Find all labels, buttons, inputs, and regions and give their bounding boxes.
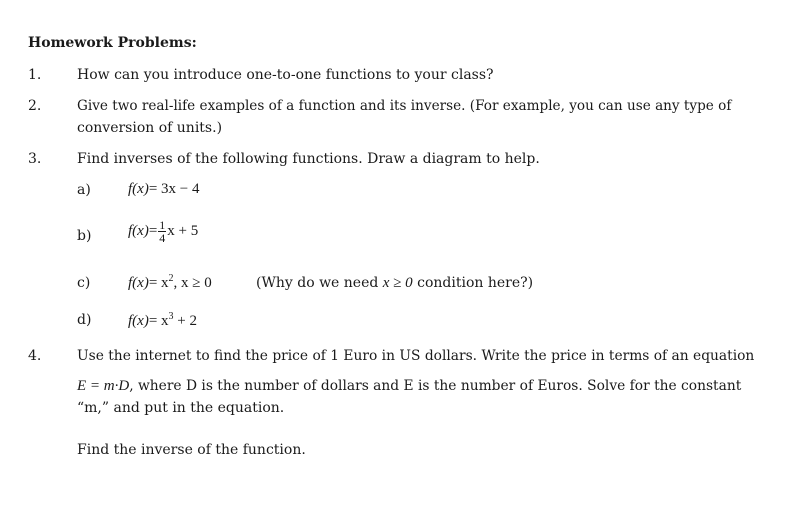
part-c-exponent: 2 [168,273,174,284]
problem-4-text-line3: “m,” and put in the equation. [77,400,285,416]
part-c-note-start: (Why do we need [256,275,379,291]
part-c-lhs: f(x) [128,275,149,291]
problem-2-number: 2. [28,98,42,114]
part-b-equals: = [148,222,158,239]
part-c-label: c) [77,275,91,291]
problem-3-text: Find inverses of the following functions. Draw a diagram to help. [77,151,540,167]
problem-1-number: 1. [28,67,42,83]
part-c-note [256,275,533,292]
part-b-frac-den: 4 [159,231,166,245]
part-a-rhs: = 3x − 4 [148,181,200,197]
problem-4-text-line4: Find the inverse of the function. [77,442,306,458]
part-d-tail: + 2 [177,313,198,329]
part-c-rhs: = x [148,275,169,291]
part-b-label: b) [77,228,92,244]
part-d-rhs: = x [148,313,169,329]
problem-2-text-line2: conversion of units.) [77,120,223,136]
part-b-rhs: x + 5 [167,222,199,239]
part-b-frac-num: 1 [159,218,166,232]
part-b-lhs: f(x) [128,222,149,239]
part-a-lhs: f(x) [128,181,149,197]
problem-4-text-line1: Use the internet to find the price of 1 Euro in US dollars. Write the price in terms of an equation [77,348,755,364]
part-a-label: a) [77,182,91,198]
problem-2-text-line1: Give two real-life examples of a function and its inverse. (For example, you can use any type of [77,98,732,114]
part-d-lhs: f(x) [128,313,149,329]
part-c-note-condition: x ≥ 0 [382,275,413,291]
problem-4-text-line2 [77,378,741,395]
problem-4-text-line2-rest: , where D is the number of dollars and E is the number of Euros. Solve for the constant [129,378,742,394]
part-c-note-end: condition here?) [417,275,534,291]
part-a-equation [128,181,200,198]
part-c-condition: , x ≥ 0 [173,275,212,291]
page-title: Homework Problems: [28,35,197,51]
problem-1-text: How can you introduce one-to-one functions to your class? [77,67,494,83]
part-d-exponent: 3 [168,311,174,322]
part-b-equation [128,219,198,244]
part-d-equation [128,311,197,330]
part-c-equation [128,273,212,292]
problem-3-number: 3. [28,151,42,167]
problem-4-equation: E = m·D [77,378,130,394]
part-d-label: d) [77,312,92,328]
problem-4-number: 4. [28,348,42,364]
part-b-fraction [158,219,166,244]
